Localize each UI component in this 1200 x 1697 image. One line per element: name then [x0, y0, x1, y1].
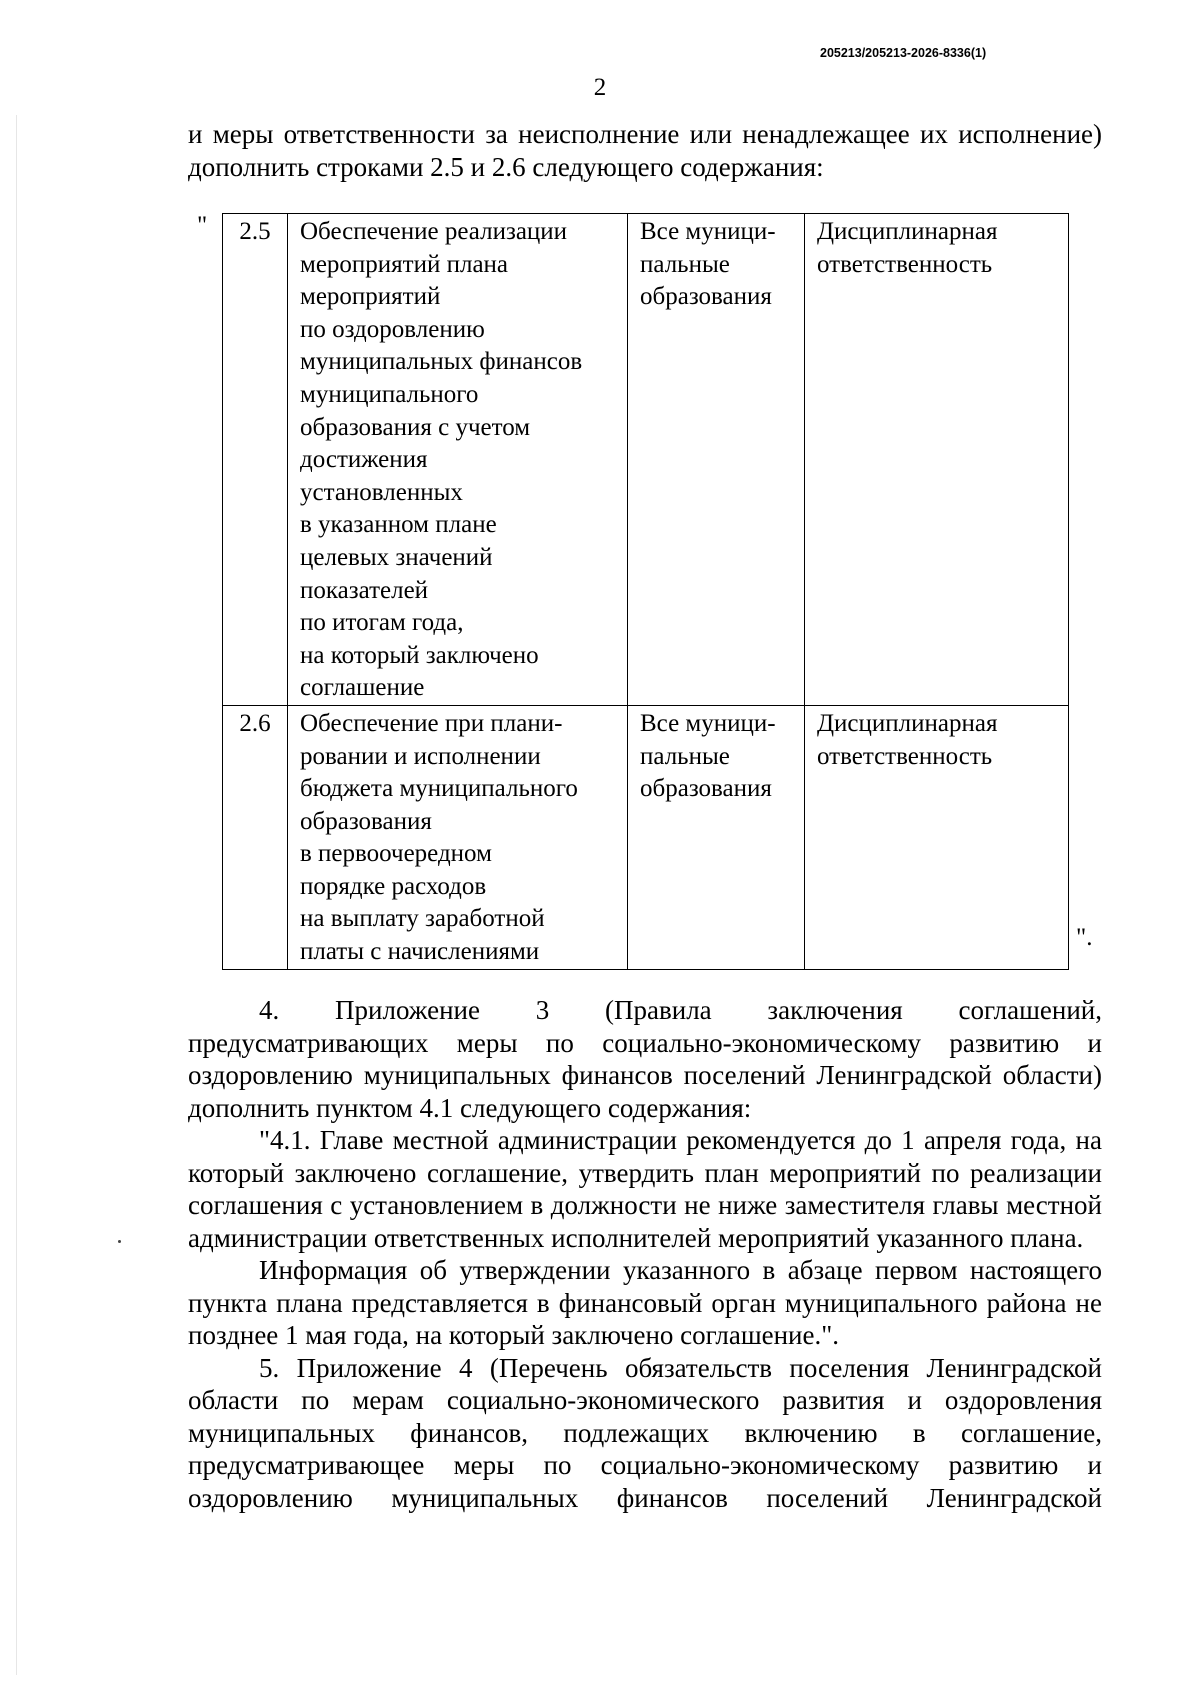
row-responsibility: Дисциплинарная ответственность	[805, 705, 1069, 969]
paragraph-item-4: 4. Приложение 3 (Правила заключения соглашений, предусматривающих меры по социально-экономическому развитию и оздоровлению муниципальных финансов поселений Ленинградской области) дополнить пунктом 4.1 следующего содержания:	[188, 995, 1102, 1123]
row-scope: Все муници- пальные образования	[628, 214, 805, 706]
table-close-quote: ".	[1076, 924, 1093, 951]
row-number: 2.5	[223, 214, 288, 706]
row-obligation: Обеспечение при плани- ровании и исполнении бюджета муниципального образования в первоочередном порядке расходов на выплату заработной платы с начислениями	[288, 705, 628, 969]
page-number: 2	[593, 74, 607, 101]
row-number: 2.6	[223, 705, 288, 969]
document-id: 205213/205213-2026-8336(1)	[820, 46, 987, 60]
row-obligation: Обеспечение реализации мероприятий плана мероприятий по оздоровлению муниципальных финансов муниципального образования с учетом достижения установленных в указанном плане целевых значений показателей по итогам года, на который заключено соглашение	[288, 214, 628, 706]
row-responsibility: Дисциплинарная ответственность	[805, 214, 1069, 706]
table-row	[223, 705, 1069, 969]
paragraph-item-5: 5. Приложение 4 (Перечень обязательств поселения Ленинградской области по мерам социально-экономического развития и оздоровления муниципальных финансов, подлежащих включению в соглашение, предусматривающее меры по социально-экономическому развитию и оздоровлению муниципальных финансов поселений Ленинградской	[188, 1352, 1102, 1513]
scan-edge-line	[16, 115, 17, 1675]
row-scope: Все муници- пальные образования	[628, 705, 805, 969]
intro-paragraph: и меры ответственности за неисполнение или ненадлежащее их исполнение) дополнить строками 2.5 и 2.6 следующего содержания:	[188, 119, 1102, 182]
amendment-table	[222, 213, 1069, 970]
table-row	[223, 214, 1069, 706]
scan-speck	[118, 1240, 121, 1243]
body-text	[188, 994, 1102, 1514]
paragraph-quote-4-1: "4.1. Главе местной администрации рекомендуется до 1 апреля года, на который заключено соглашение, утвердить план мероприятий по реализации соглашения с установлением в должности не ниже заместителя главы местной администрации ответственных исполнителей мероприятий указанного плана.	[188, 1125, 1102, 1253]
table-open-quote: "	[197, 212, 208, 239]
paragraph-info: Информация об утверждении указанного в абзаце первом настоящего пункта плана представляется в финансовый орган муниципального района не позднее 1 мая года, на который заключено соглашение.".	[188, 1255, 1102, 1350]
intro-text	[188, 118, 1102, 183]
